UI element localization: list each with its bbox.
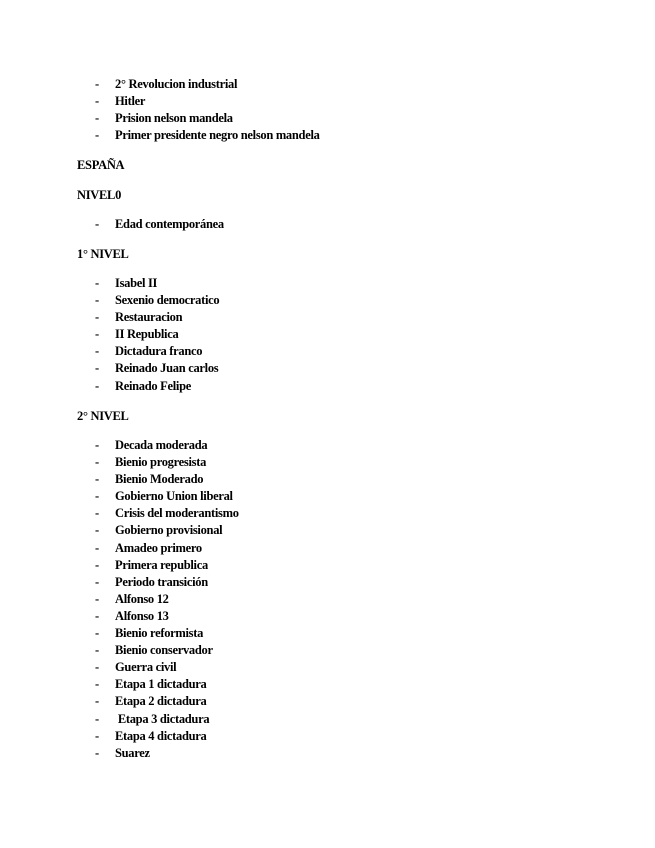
heading-nivel0: NIVEL0: [77, 188, 122, 202]
dash-bullet: -: [95, 293, 99, 308]
dash-bullet: -: [95, 327, 99, 342]
list-item-text: Bienio Moderado: [115, 472, 204, 487]
dash-bullet: -: [95, 694, 99, 709]
list-item-text: II Republica: [115, 327, 179, 342]
dash-bullet: -: [95, 77, 99, 91]
list-item-text: Etapa 1 dictadura: [115, 677, 207, 692]
dash-bullet: -: [95, 472, 99, 487]
list-item-text: Gobierno provisional: [115, 523, 223, 538]
list-item-text: Bienio progresista: [115, 455, 207, 470]
dash-bullet: -: [95, 378, 99, 393]
dash-bullet: -: [95, 128, 99, 143]
list-item-text: Alfonso 12: [115, 591, 169, 606]
list-item-text: Reinado Felipe: [115, 378, 192, 393]
list-item-text: 2° Revolucion industrial: [115, 77, 238, 91]
list-item-text: Primera republica: [115, 557, 208, 572]
dash-bullet: -: [95, 344, 99, 359]
dash-bullet: -: [95, 540, 99, 555]
dash-bullet: -: [95, 626, 99, 641]
list-item-text: Alfonso 13: [115, 608, 169, 623]
dash-bullet: -: [95, 506, 99, 521]
dash-bullet: -: [95, 643, 99, 658]
dash-bullet: -: [95, 677, 99, 692]
dash-bullet: -: [95, 711, 99, 726]
list-item-text: Hitler: [115, 94, 146, 109]
dash-bullet: -: [95, 728, 99, 743]
dash-bullet: -: [95, 217, 99, 231]
list-item-text: Etapa 3 dictadura: [115, 711, 210, 726]
heading-nivel1: 1° NIVEL: [77, 247, 129, 261]
dash-bullet: -: [95, 574, 99, 589]
list-item-text: Amadeo primero: [115, 540, 202, 555]
dash-bullet: -: [95, 608, 99, 623]
dash-bullet: -: [95, 523, 99, 538]
dash-bullet: -: [95, 276, 99, 290]
dash-bullet: -: [95, 489, 99, 504]
heading-espana: ESPAÑA: [77, 158, 125, 172]
list-item-text: Periodo transición: [115, 574, 208, 589]
list-item-text: Crisis del moderantismo: [115, 506, 239, 521]
dash-bullet: -: [95, 438, 99, 452]
list-item-text: Reinado Juan carlos: [115, 361, 219, 376]
dash-bullet: -: [95, 745, 99, 760]
list-item-text: Decada moderada: [115, 438, 208, 452]
dash-bullet: -: [95, 591, 99, 606]
list-item-text: Bienio reformista: [115, 626, 204, 641]
dash-bullet: -: [95, 94, 99, 109]
list-item-text: Etapa 2 dictadura: [115, 694, 207, 709]
heading-nivel2: 2° NIVEL: [77, 409, 129, 423]
list-item-text: Prision nelson mandela: [115, 111, 233, 126]
dash-bullet: -: [95, 111, 99, 126]
list-item-text: Suarez: [115, 745, 150, 760]
dash-bullet: -: [95, 660, 99, 675]
list-item-text: Restauracion: [115, 310, 183, 325]
dash-bullet: -: [95, 361, 99, 376]
list-item-text: Primer presidente negro nelson mandela: [115, 128, 320, 143]
list-item-text: Guerra civil: [115, 660, 177, 675]
list-item-text: Edad contemporánea: [115, 217, 224, 231]
dash-bullet: -: [95, 310, 99, 325]
list-item-text: Gobierno Union liberal: [115, 489, 233, 504]
list-item-text: Dictadura franco: [115, 344, 203, 359]
list-item-text: Etapa 4 dictadura: [115, 728, 207, 743]
dash-bullet: -: [95, 557, 99, 572]
list-item-text: Sexenio democratico: [115, 293, 220, 308]
list-item-text: Bienio conservador: [115, 643, 213, 658]
list-item-text: Isabel II: [115, 276, 158, 290]
dash-bullet: -: [95, 455, 99, 470]
